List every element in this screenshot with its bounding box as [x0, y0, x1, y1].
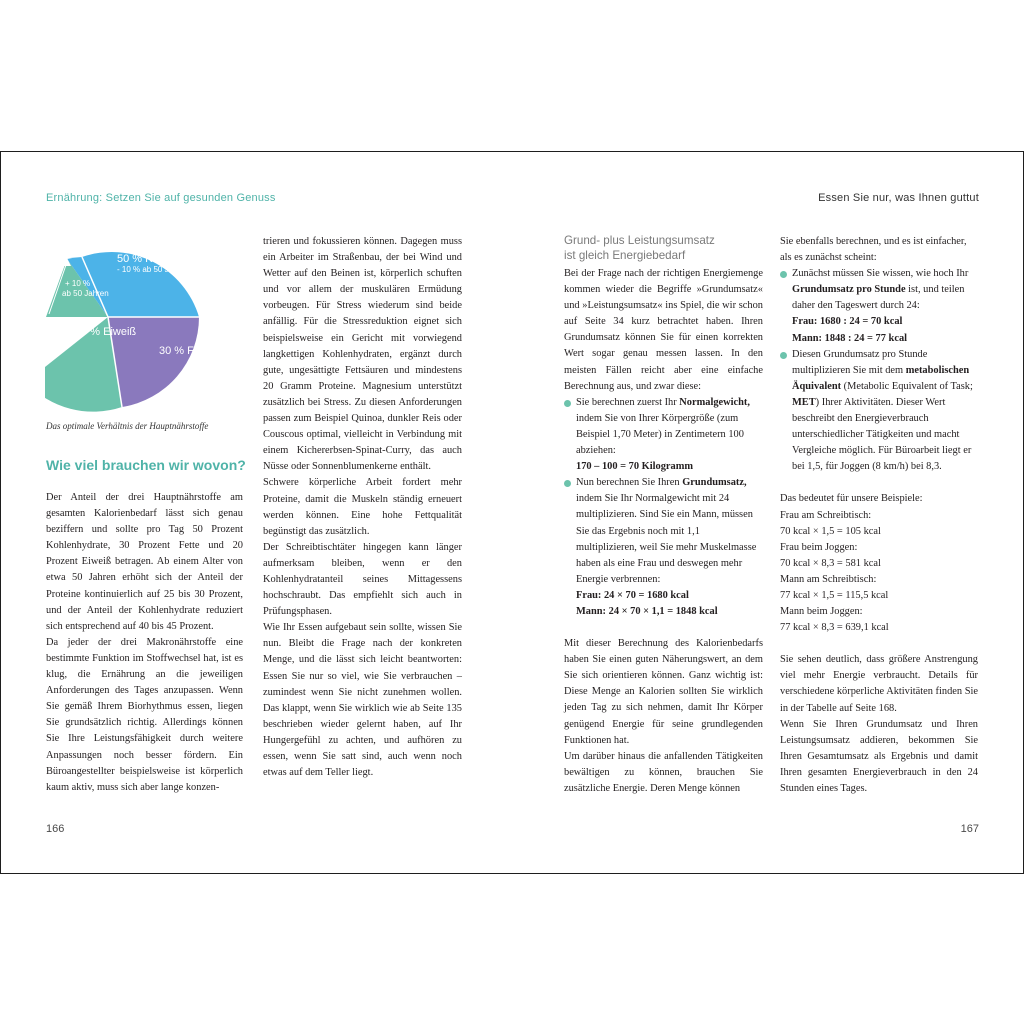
example-line: 70 kcal × 8,3 = 581 kcal [780, 557, 881, 569]
bullet-bold-term: Grundumsatz, [682, 477, 747, 489]
col3-paragraph: Mit dieser Berechnung des Kalorienbedarfs haben Sie einen guten Näherungswert, an dem Sie sich orientieren können. Ganz wichtig ist: Diese Menge an Kalorien sollten Sie wirklich jeden Tag zu sich nehmen, damit Ihr Körper genügend Energie für seine grundlegenden Funktionen hat. [564, 638, 763, 746]
right-column-2 [780, 234, 978, 797]
running-head-left: Ernährung: Setzen Sie auf gesunden Genuss [46, 192, 276, 204]
bullet-text: indem Sie von Ihrer Körpergröße (zum Beispiel 1,70 Meter) in Zentimetern 100 abziehen: [576, 412, 744, 457]
formula-normal-weight: 170 – 100 = 70 Kilogramm [576, 461, 694, 473]
examples-list [780, 508, 978, 637]
bullet-text: Sie berechnen zuerst Ihr [576, 396, 680, 408]
bullet-bold-term: metabolischen Äquivalent [792, 364, 970, 392]
bullet-bold-term: Grundumsatz pro Stunde [792, 284, 906, 296]
col3-paragraph: Um darüber hinaus die anfallenden Tätigkeiten bewältigen zu können, brauchen Sie zusätzliche Energie. Deren Menge können [564, 750, 763, 794]
bullet-text: (Metabolic Equivalent of Task; [841, 380, 973, 392]
pie-caption: Das optimale Verhältnis der Hauptnährstoffe [46, 421, 209, 431]
bullet-text: Nun berechnen Sie Ihren [576, 477, 683, 489]
left-column-1 [46, 490, 243, 796]
book-spread [0, 151, 1024, 874]
bullet-text: Zunächst müssen Sie wissen, wie hoch Ihr [792, 268, 969, 280]
subheading-line: ist gleich Energiebedarf [564, 249, 686, 262]
bullet-bold-term: Normalgewicht, [679, 396, 750, 408]
bullet-hourly-rate [780, 266, 978, 346]
col2-paragraph: Wie Ihr Essen aufgebaut sein sollte, wissen Sie nun. Bleibt die Frage nach der konkreten Menge, und die lässt sich leicht beantworten: Essen Sie nur so viel, wie Sie verbrauchen – zumindest wenn Sie nicht zunehmen wollen. Das klappt, wenn Sie wirklich wie ab Seite 135 beschrieben wieder gelernt haben, auf Ihr Hungergefühl zu achten, und aufhören zu essen, wenn Sie satt sind, auch wenn noch etwas auf dem Teller liegt. [263, 622, 462, 779]
pie-label-plus10: + 10 % [65, 279, 91, 288]
bullet-met [780, 347, 978, 476]
pie-label-carbs-sub: - 10 % ab 50 Jahren [117, 265, 190, 274]
col3-intro: Bei der Frage nach der richtigen Energiemenge kommen wieder die Begriffe »Grundumsatz« und »Leistungsumsatz« ins Spiel, die wir schon auf Seite 34 kurz betrachtet haben. Ihren Grundumsatz können Sie für einen korrekten Wert sogar genau messen lassen. In den meisten Fällen reicht aber eine einfache Berechnung aus, und zwar diese: [564, 268, 763, 392]
example-line: Frau am Schreibtisch: [780, 509, 872, 521]
pie-label-plus10-sub: ab 50 Jahren [62, 289, 109, 298]
right-column-1 [564, 266, 763, 797]
pie-label-fat: 30 % Fette [159, 345, 213, 357]
pie-label-carbs: 50 % Kohlenhydrate [117, 253, 217, 265]
col2-paragraph: trieren und fokussieren können. Dagegen muss ein Arbeiter im Straßenbau, der bei Wind und Wetter auf den Beinen ist, körperlich schuften und vor allem der muskulären Ermüdung vorbeugen. Für Stress wiederum sind beide anfällig. Für die Stressreduktion eignet sich beispielsweise ein Gericht mit vorwiegend langkettigen Kohlenhydraten, ergänzt durch gute, ungesättigte Fettsäuren und mindestens 20 Gramm Proteine. Magnesium unterstützt zusätzlich bei Stress. Zu diesen Anforderungen passen zum Beispiel Quinoa, dunkler Reis oder Couscous optimal, vielleicht in Verbindung mit einem Kichererbsen-Spinat-Curry, das auch Nüsse oder Sonnenblumenkerne enthält. [263, 236, 462, 473]
col1-paragraph: Der Anteil der drei Hauptnährstoffe am gesamten Kalorienbedarf lässt sich genau beziffern und sollte pro Tag 50 Prozent Kohlenhydrate, 30 Prozent Fette und 20 Prozent Eiweiß betragen. Ab einem Alter von etwa 50 Jahren erhöht sich der Anteil der Proteine kontinuierlich auf 25 bis 30 Prozent, und der Anteil der Kohlenhydrate reduziert sich entsprechend auf 40 bis 45 Prozent. [46, 492, 243, 632]
col2-paragraph: Der Schreibtischtäter hingegen kann länger aufmerksam bleiben, wenn er den Kohlenhydratanteil seines Mittagessens hochschraubt. Das empfiehlt sich auch in Prüfungsphasen. [263, 541, 462, 618]
bullet-normal-weight [564, 395, 763, 475]
subheading [564, 233, 764, 263]
pie-label-protein: 20 % Eiweiß [75, 326, 137, 338]
bullet-text: indem Sie Ihr Normalgewicht mit 24 multiplizieren. Sind Sie ein Mann, müssen Sie das Ergebnis noch mit 1,1 multiplizieren, weil Sie mehr Muskelmasse haben als eine Frau und deswegen mehr Energie verbrennen: [576, 493, 757, 585]
col2-paragraph: Schwere körperliche Arbeit fordert mehr Proteine, damit die Muskeln ständig erneuert werden können. Eine hohe Fettqualität begünstigt das zusätzlich. [263, 477, 462, 537]
running-head-right: Essen Sie nur, was Ihnen guttut [818, 192, 979, 204]
col4-paragraph: Sie sehen deutlich, dass größere Anstrengung viel mehr Energie verbraucht. Details für verschiedene körperliche Aktivitäten finden Sie in der Tabelle auf Seite 168. [780, 654, 978, 714]
left-column-2 [263, 234, 462, 781]
formula-man-hourly: Mann: 1848 : 24 = 77 kcal [792, 332, 908, 344]
example-line: Mann am Schreibtisch: [780, 573, 877, 585]
col4-paragraph: Wenn Sie Ihren Grundumsatz und Ihren Leistungsumsatz addieren, bekommen Sie Ihren Gesamtumsatz als Ergebnis und damit Ihren gesamten Energieverbrauch in den 24 Stunden eines Tages. [780, 718, 978, 794]
examples-intro: Das bedeutet für unsere Beispiele: [780, 493, 923, 505]
example-line: Mann beim Joggen: [780, 606, 863, 618]
nutrient-pie-chart [45, 222, 245, 412]
col1-paragraph: Da jeder der drei Makronährstoffe eine bestimmte Funktion im Stoffwechsel hat, ist es klug, die Ernährung an die jeweiligen Anforderungen des Tages anzupassen. Wenn Sie gemäß Ihrem Biorhythmus essen, liegen Sie grundsätzlich richtig. Allerdings können Sie Ihre Leistungsfähigkeit durch weitere Anpassungen noch besser fördern. Ein Büroangestellter beispielsweise ist körperlich kaum aktiv, muss sich aber lange konzen- [46, 636, 243, 793]
col4-intro: Sie ebenfalls berechnen, und es ist einfacher, als es zunächst scheint: [780, 236, 967, 264]
bullet-basal-rate [564, 475, 763, 620]
bullet-text: ) Ihrer Aktivitäten. Dieser Wert beschreibt den Energieverbrauch unterschiedlicher Tätigkeiten und macht Vergleiche möglich. Für Büroarbeit liegt er bei 1,5, für Joggen (8 km/h) bei 8,3. [792, 396, 972, 473]
page-number-left: 166 [46, 823, 65, 835]
section-heading: Wie viel brauchen wir wovon? [46, 457, 246, 473]
page-number-right: 167 [960, 823, 979, 835]
example-line: Frau beim Joggen: [780, 541, 858, 553]
bullet-bold-term: MET [792, 396, 816, 408]
formula-woman-hourly: Frau: 1680 : 24 = 70 kcal [792, 316, 903, 328]
formula-woman: Frau: 24 × 70 = 1680 kcal [576, 589, 689, 601]
subheading-line: Grund- plus Leistungsumsatz [564, 234, 715, 247]
example-line: 70 kcal × 1,5 = 105 kcal [780, 525, 881, 537]
bullet-text: Diesen Grundumsatz pro Stunde multiplizieren Sie mit dem [792, 348, 928, 376]
bullet-text: ist, und teilen daher den Tageswert durch 24: [792, 284, 965, 312]
example-line: 77 kcal × 8,3 = 639,1 kcal [780, 622, 889, 634]
formula-man: Mann: 24 × 70 × 1,1 = 1848 kcal [576, 605, 718, 617]
example-line: 77 kcal × 1,5 = 115,5 kcal [780, 589, 889, 601]
